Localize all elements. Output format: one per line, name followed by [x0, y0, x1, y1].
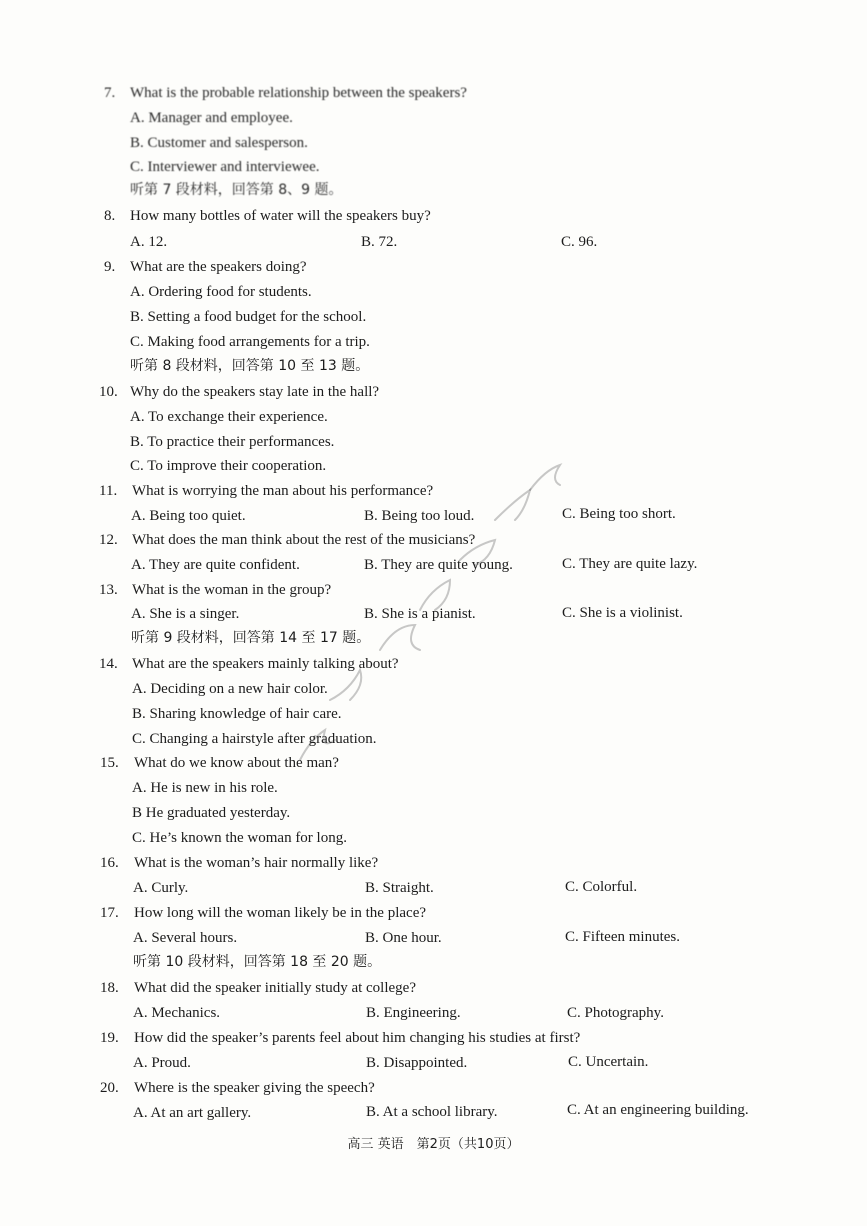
question-15	[100, 753, 339, 773]
question-text: What is the woman’s hair normally like?	[134, 855, 379, 871]
question-number: 14.	[99, 656, 118, 672]
question-11	[99, 481, 433, 501]
question-14	[99, 654, 399, 674]
option-b: B. Sharing knowledge of hair care.	[132, 706, 342, 722]
option-b: B. She is a pianist.	[364, 606, 476, 622]
question-text: What are the speakers mainly talking about?	[132, 656, 399, 672]
question-text: How did the speaker’s parents feel about him changing his studies at first?	[134, 1030, 581, 1046]
question-number: 8.	[104, 208, 116, 224]
question-8	[104, 206, 431, 226]
question-text: What are the speakers doing?	[130, 259, 307, 275]
option-b: B. Engineering.	[366, 1005, 461, 1021]
section-heading-7: 听第 7 段材料，回答第 8、9 题。	[130, 182, 343, 198]
option-c: C. Being too short.	[562, 506, 676, 522]
option-a: A. Several hours.	[133, 930, 238, 946]
option-a: A. At an art gallery.	[133, 1105, 252, 1121]
option-c: C. Uncertain.	[568, 1054, 649, 1070]
option-a: A. Proud.	[133, 1055, 191, 1071]
option-b: B. Straight.	[365, 880, 434, 896]
option-c: C. Photography.	[567, 1005, 664, 1021]
option-b: B He graduated yesterday.	[132, 805, 291, 821]
question-9	[104, 257, 307, 277]
option-a: A. Mechanics.	[133, 1005, 221, 1021]
option-c: C. At an engineering building.	[567, 1102, 749, 1118]
option-b: B. Customer and salesperson.	[130, 135, 308, 151]
question-12	[99, 530, 475, 550]
option-b: B. Disappointed.	[366, 1055, 468, 1071]
option-c: C. To improve their cooperation.	[130, 458, 327, 474]
page-footer: 高三 英语 第2页（共10页）	[347, 1137, 520, 1152]
option-c: C. 96.	[561, 234, 598, 250]
question-text: What is the probable relationship between the speakers?	[130, 85, 467, 101]
option-a: A. He is new in his role.	[132, 780, 278, 796]
option-b: B. One hour.	[365, 930, 442, 946]
option-c: C. Making food arrangements for a trip.	[130, 334, 370, 350]
option-b: B. They are quite young.	[364, 557, 513, 573]
option-c: C. Changing a hairstyle after graduation.	[132, 731, 377, 747]
question-number: 10.	[99, 384, 118, 400]
question-number: 20.	[100, 1080, 119, 1096]
option-c: C. Fifteen minutes.	[565, 929, 680, 945]
question-16	[100, 853, 378, 873]
question-text: What do we know about the man?	[134, 755, 339, 771]
section-heading-8: 听第 8 段材料，回答第 10 至 13 题。	[130, 358, 370, 374]
option-a: A. To exchange their experience.	[130, 409, 328, 425]
option-b: B. At a school library.	[366, 1104, 498, 1120]
question-text: What did the speaker initially study at college?	[134, 980, 416, 996]
question-text: How long will the woman likely be in the place?	[134, 905, 427, 921]
question-text: What is the woman in the group?	[132, 582, 332, 598]
question-19	[100, 1028, 580, 1048]
question-number: 18.	[100, 980, 119, 996]
question-13	[99, 580, 331, 600]
question-number: 19.	[100, 1030, 119, 1046]
question-7	[104, 83, 467, 103]
question-number: 12.	[99, 532, 118, 548]
question-number: 17.	[100, 905, 119, 921]
option-a: A. Ordering food for students.	[130, 284, 312, 300]
option-c: C. She is a violinist.	[562, 605, 683, 621]
option-c: C. He’s known the woman for long.	[132, 830, 347, 846]
question-20	[100, 1078, 375, 1098]
question-18	[100, 978, 416, 998]
question-number: 15.	[100, 755, 119, 771]
option-b: B. Setting a food budget for the school.	[130, 309, 367, 325]
option-b: B. Being too loud.	[364, 508, 475, 524]
section-heading-9: 听第 9 段材料，回答第 14 至 17 题。	[131, 630, 371, 646]
option-a: A. Manager and employee.	[130, 110, 293, 126]
option-a: A. 12.	[130, 234, 168, 250]
question-text: What does the man think about the rest of the musicians?	[132, 532, 476, 548]
option-a: A. Deciding on a new hair color.	[132, 681, 328, 697]
option-a: A. Being too quiet.	[131, 508, 246, 524]
option-c: C. Colorful.	[565, 879, 638, 895]
section-heading-10: 听第 10 段材料，回答第 18 至 20 题。	[133, 954, 382, 970]
question-17	[100, 903, 426, 923]
question-10	[99, 382, 379, 402]
question-text: Why do the speakers stay late in the hall?	[130, 384, 380, 400]
option-b: B. To practice their performances.	[130, 434, 335, 450]
question-number: 11.	[99, 483, 118, 499]
question-text: What is worrying the man about his performance?	[132, 483, 434, 499]
option-c: C. Interviewer and interviewee.	[130, 159, 320, 175]
option-b: B. 72.	[361, 234, 398, 250]
question-text: How many bottles of water will the speakers buy?	[130, 208, 431, 224]
question-number: 9.	[104, 259, 116, 275]
option-c: C. They are quite lazy.	[562, 556, 698, 572]
question-number: 16.	[100, 855, 119, 871]
question-number: 7.	[104, 85, 116, 101]
question-text: Where is the speaker giving the speech?	[134, 1080, 375, 1096]
question-number: 13.	[99, 582, 118, 598]
option-a: A. They are quite confident.	[131, 557, 300, 573]
option-a: A. Curly.	[133, 880, 189, 896]
option-a: A. She is a singer.	[131, 606, 240, 622]
